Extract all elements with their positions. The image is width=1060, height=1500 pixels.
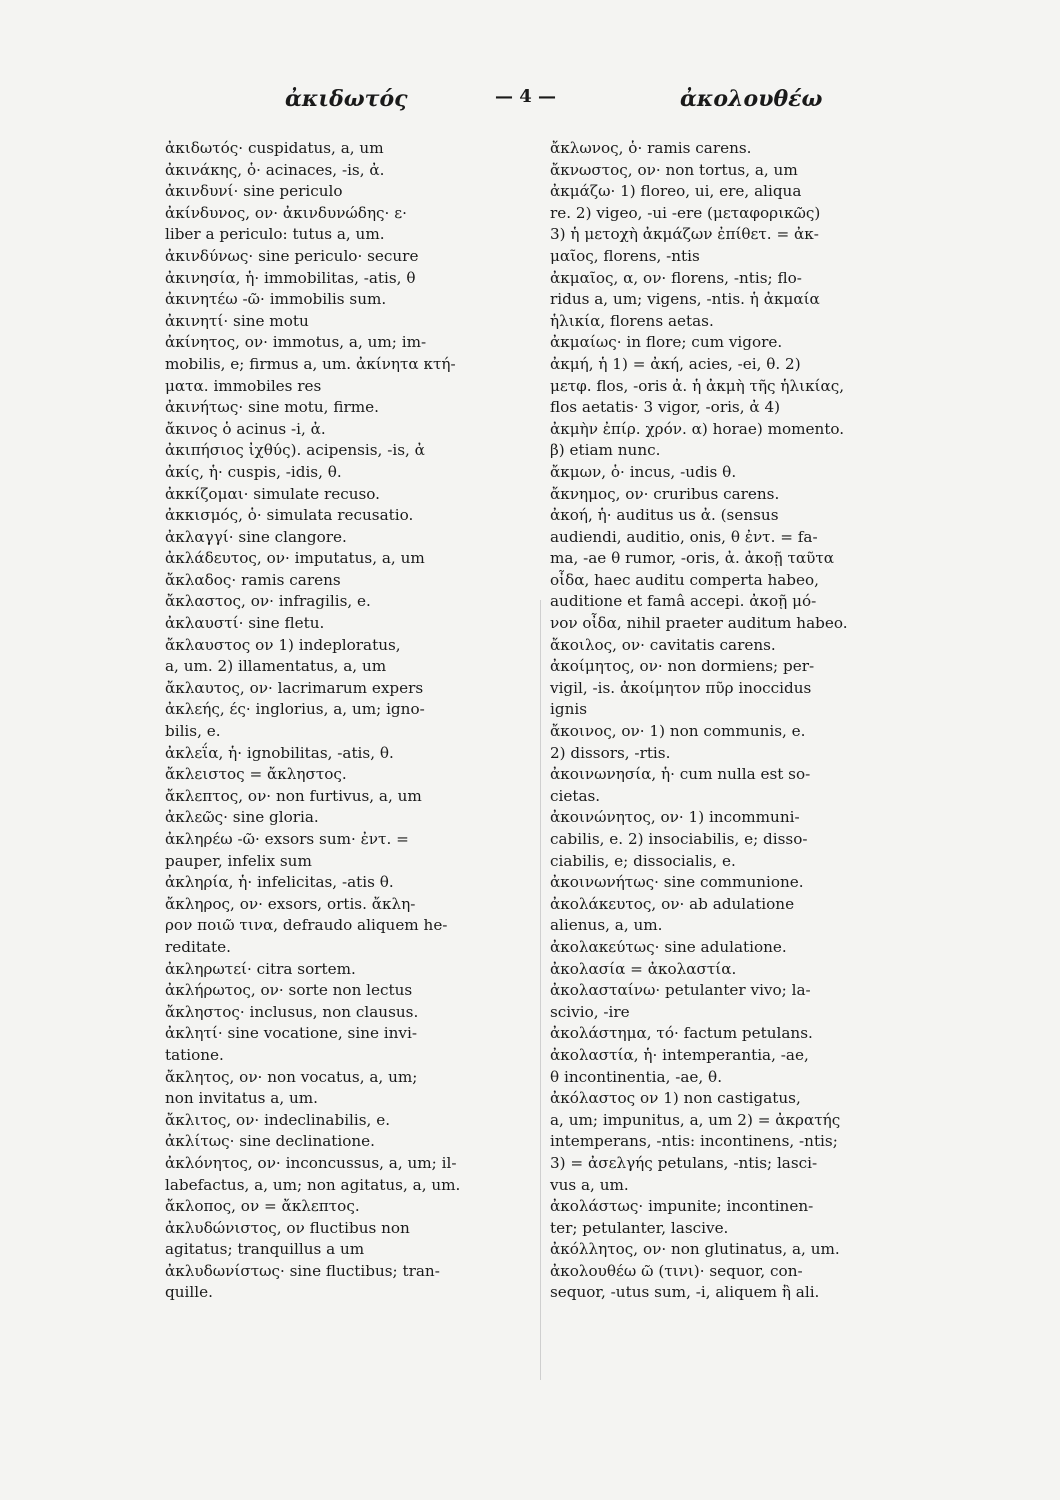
entry-line: ἄκλωνος, ὁ· ramis carens. — [550, 139, 752, 157]
page-number: — 4 — — [495, 86, 557, 107]
entry-line: ἀκολάκευτος, ον· ab adulatione — [550, 894, 795, 913]
entry-line: ἀκολάστως· impunite; incontinen- — [550, 1197, 814, 1216]
entry-line: ἀκινάκης, ὁ· acinaces, -is, ἀ. — [165, 160, 385, 179]
entry-line: ἀκινησία, ἡ· immobilitas, -atis, θ — [165, 268, 416, 287]
entry-line: ἄκνημος, ον· cruribus carens. — [550, 484, 780, 503]
entry-line: ἀκοή, ἡ· auditus us ἀ. (sensus — [550, 506, 779, 525]
entry-line: ἀκμή, ἡ 1) = ἀκή, acies, -ei, θ. 2) — [550, 354, 801, 373]
entry-line: ἄκλοπος, ον = ἄκλεπτος. — [165, 1197, 360, 1216]
entry-line: νον οἶδα, nihil praeter auditum habeo. — [550, 614, 848, 633]
entry-line: ἀκκίζομαι· simulate recuso. — [165, 484, 381, 503]
column-divider — [540, 600, 541, 1380]
entry-line: agitatus; tranquillus a um — [165, 1240, 365, 1259]
entry-line: ἀκοινωνήτως· sine communione. — [550, 873, 804, 892]
entry-line: ἀκολακεύτως· sine adulatione. — [550, 937, 787, 956]
entry-line: ciabilis, e; dissocialis, e. — [550, 851, 736, 870]
entry-line: ἀκινητέω -ῶ· immobilis sum. — [165, 290, 387, 309]
entry-line: sequor, -utus sum, -i, aliquem ἢ ali. — [550, 1283, 820, 1302]
entry-line: ἀκληρέω -ῶ· exsors sum· ἐντ. = — [165, 830, 409, 848]
entry-line: ἄκλειστος = ἄκληστος. — [165, 765, 347, 784]
entry-line: ἀκλυδωνίστως· sine fluctibus; tran- — [165, 1261, 440, 1280]
entry-line: ἀκμαίως· in flore; cum vigore. — [550, 333, 783, 352]
entry-line: ἀκλεΐα, ἡ· ignobilitas, -atis, θ. — [165, 743, 394, 762]
entry-line: ἀκόλαστος ον 1) non castigatus, — [550, 1089, 801, 1108]
entry-line: non invitatus a, um. — [165, 1089, 318, 1108]
entry-line: ἀκλητί· sine vocatione, sine invi- — [165, 1024, 418, 1043]
entry-line: ἀκολουθέω ῶ (τινι)· sequor, con- — [550, 1261, 803, 1280]
entry-line: οἶδα, haec auditu comperta habeo, — [550, 570, 819, 589]
entry-line: liber a periculo: tutus a, um. — [165, 225, 385, 244]
entry-line: a, um. 2) illamentatus, a, um — [165, 657, 387, 676]
entry-line: ἀκλαγγί· sine clangore. — [165, 527, 347, 546]
header-left-word: ἀκιδωτός — [285, 86, 408, 112]
left-column — [165, 138, 525, 1304]
entry-line: ignis — [550, 700, 588, 719]
entry-line: ἀκληρωτεί· citra sortem. — [165, 959, 356, 978]
entry-line: ἀκοίμητος, ον· non dormiens; per- — [550, 657, 815, 676]
entry-line: a, um; impunitus, a, um 2) = ἀκρατής — [550, 1110, 841, 1129]
entry-line: ἀκόλλητος, ον· non glutinatus, a, um. — [550, 1240, 840, 1259]
entry-line: alienus, a, um. — [550, 916, 663, 935]
entry-line: pauper, infelix sum — [165, 851, 312, 870]
entry-line: ἀκινητί· sine motu — [165, 311, 309, 330]
entry-line: ἀκμάζω· 1) floreo, ui, ere, aliqua — [550, 182, 802, 201]
entry-line: ter; petulanter, lascive. — [550, 1218, 729, 1237]
entry-line: ma, -ae θ rumor, -oris, ἀ. ἀκοῇ ταῦτα — [550, 549, 835, 568]
entry-line: flos aetatis· 3 vigor, -oris, ἀ 4) — [550, 398, 781, 417]
entry-line: ἀκλεής, ές· inglorius, a, um; igno- — [165, 700, 425, 719]
entry-line: ἀκλήρωτος, ον· sorte non lectus — [165, 981, 413, 1000]
entry-line: ἀκινήτως· sine motu, firme. — [165, 398, 379, 417]
entry-line: 3) = ἀσελγής petulans, -ntis; lasci- — [550, 1153, 818, 1172]
entry-line: quille. — [165, 1283, 213, 1302]
entry-line: ἄκληστος· inclusus, non clausus. — [165, 1002, 419, 1021]
entry-line: ἄκλαυστος ον 1) indeploratus, — [165, 635, 401, 654]
entry-line: ἀκιδωτός· cuspidatus, a, um — [165, 139, 384, 157]
entry-line: μετφ. flos, -oris ἀ. ἡ ἀκμὴ τῆς ἡλικίας, — [550, 376, 845, 395]
entry-line: ἀκμὴν ἐπίρ. χρόν. α) horae) momento. — [550, 419, 845, 438]
entry-line: tatione. — [165, 1045, 224, 1064]
entry-line: ματα. immobiles res — [165, 376, 322, 395]
entry-line: ἄκλιτος, ον· indeclinabilis, e. — [165, 1110, 391, 1129]
entry-line: ἄκλαστος, ον· infragilis, e. — [165, 592, 371, 611]
entry-line: ρον ποιῶ τινα, defraudo aliquem he- — [165, 916, 448, 935]
header-right-word: ἀκολουθέω — [680, 86, 823, 112]
entry-line: ἀκοινώνητος, ον· 1) incommuni- — [550, 808, 800, 827]
entry-line: ἄκοιλος, ον· cavitatis carens. — [550, 635, 776, 654]
entry-line: ἀκολάστημα, τό· factum petulans. — [550, 1024, 813, 1043]
entry-line: ἀκινδυνί· sine periculo — [165, 182, 343, 201]
entry-line: 3) ἡ μετοχὴ ἀκμάζων ἐπίθετ. = ἀκ- — [550, 225, 819, 244]
entry-line: reditate. — [165, 937, 231, 956]
entry-line: ἀκμαῖος, α, ον· florens, -ntis; flo- — [550, 268, 802, 287]
entry-line: labefactus, a, um; non agitatus, a, um. — [165, 1175, 461, 1194]
entry-line: θ incontinentia, -ae, θ. — [550, 1067, 723, 1086]
entry-line: ἀκκισμός, ὁ· simulata recusatio. — [165, 506, 414, 525]
entry-line: intemperans, -ntis: incontinens, -ntis; — [550, 1132, 838, 1151]
entry-line: bilis, e. — [165, 722, 221, 741]
entry-line: audiendi, auditio, onis, θ ἐντ. = fa- — [550, 527, 818, 546]
entry-line: ἀκλεῶς· sine gloria. — [165, 808, 319, 827]
entry-line: ἀκιπήσιος ἰχθύς). acipensis, -is, ἀ — [165, 441, 425, 460]
entry-line: ἀκλυδώνιστος, ον fluctibus non — [165, 1218, 410, 1237]
entry-line: auditione et famâ accepi. ἀκοῇ μό- — [550, 592, 817, 611]
entry-line: ridus a, um; vigens, -ntis. ἡ ἀκμαία — [550, 290, 820, 309]
entry-line: ἀκίνδυνος, ον· ἀκινδυνώδης· ε· — [165, 203, 407, 222]
entry-line: ἄκμων, ὁ· incus, -udis θ. — [550, 462, 737, 481]
entry-line: ἀκλαυστί· sine fletu. — [165, 614, 325, 633]
entry-line: ἀκίς, ἡ· cuspis, -idis, θ. — [165, 462, 342, 481]
entry-line: μαῖος, florens, -ntis — [550, 246, 700, 265]
entry-line: ἀκολαστία, ἡ· intemperantia, -ae, — [550, 1045, 809, 1064]
entry-line: ἀκλόνητος, ον· inconcussus, a, um; il- — [165, 1153, 457, 1172]
entry-line: ἄκοινος, ον· 1) non communis, e. — [550, 722, 806, 741]
entry-line: ἀκληρία, ἡ· infelicitas, -atis θ. — [165, 873, 394, 892]
entry-line: ἀκοινωνησία, ἡ· cum nulla est so- — [550, 765, 811, 784]
entry-line: ἄκνωστος, ον· non tortus, a, um — [550, 160, 798, 179]
entry-line: ἄκλαυτος, ον· lacrimarum expers — [165, 678, 424, 697]
entry-line: β) etiam nunc. — [550, 441, 661, 460]
entry-line: ἀκολασταίνω· petulanter vivo; la- — [550, 981, 811, 1000]
entry-line: ἀκίνητος, ον· immotus, a, um; im- — [165, 333, 427, 352]
entry-line: scivio, -ire — [550, 1002, 630, 1021]
entry-line: re. 2) vigeo, -ui -ere (μεταφορικῶς) — [550, 203, 821, 222]
right-column — [550, 138, 910, 1304]
entry-line: ἀκινδύνως· sine periculo· secure — [165, 246, 419, 265]
entry-line: ἄκλεπτος, ον· non furtivus, a, um — [165, 786, 422, 805]
entry-line: 2) dissors, -rtis. — [550, 743, 671, 762]
entry-line: mobilis, e; firmus a, um. ἀκίνητα κτή- — [165, 354, 456, 373]
entry-line: ἄκινος ὁ acinus -i, ἀ. — [165, 419, 326, 438]
entry-line: ἄκλητος, ον· non vocatus, a, um; — [165, 1067, 418, 1086]
entry-line: ἡλικία, florens aetas. — [550, 311, 714, 330]
entry-line: cabilis, e. 2) insociabilis, e; disso- — [550, 830, 808, 848]
entry-line: vus a, um. — [550, 1175, 629, 1194]
entry-line: cietas. — [550, 786, 601, 805]
entry-line: ἀκολασία = ἀκολαστία. — [550, 959, 737, 978]
entry-line: ἀκλίτως· sine declinatione. — [165, 1132, 375, 1151]
entry-line: ἄκληρος, ον· exsors, ortis. ἄκλη- — [165, 894, 416, 913]
running-header — [150, 86, 910, 118]
entry-line: vigil, -is. ἀκοίμητον πῦρ inoccidus — [550, 678, 812, 697]
entry-line: ἄκλαδος· ramis carens — [165, 570, 341, 589]
entry-line: ἀκλάδευτος, ον· imputatus, a, um — [165, 549, 425, 568]
